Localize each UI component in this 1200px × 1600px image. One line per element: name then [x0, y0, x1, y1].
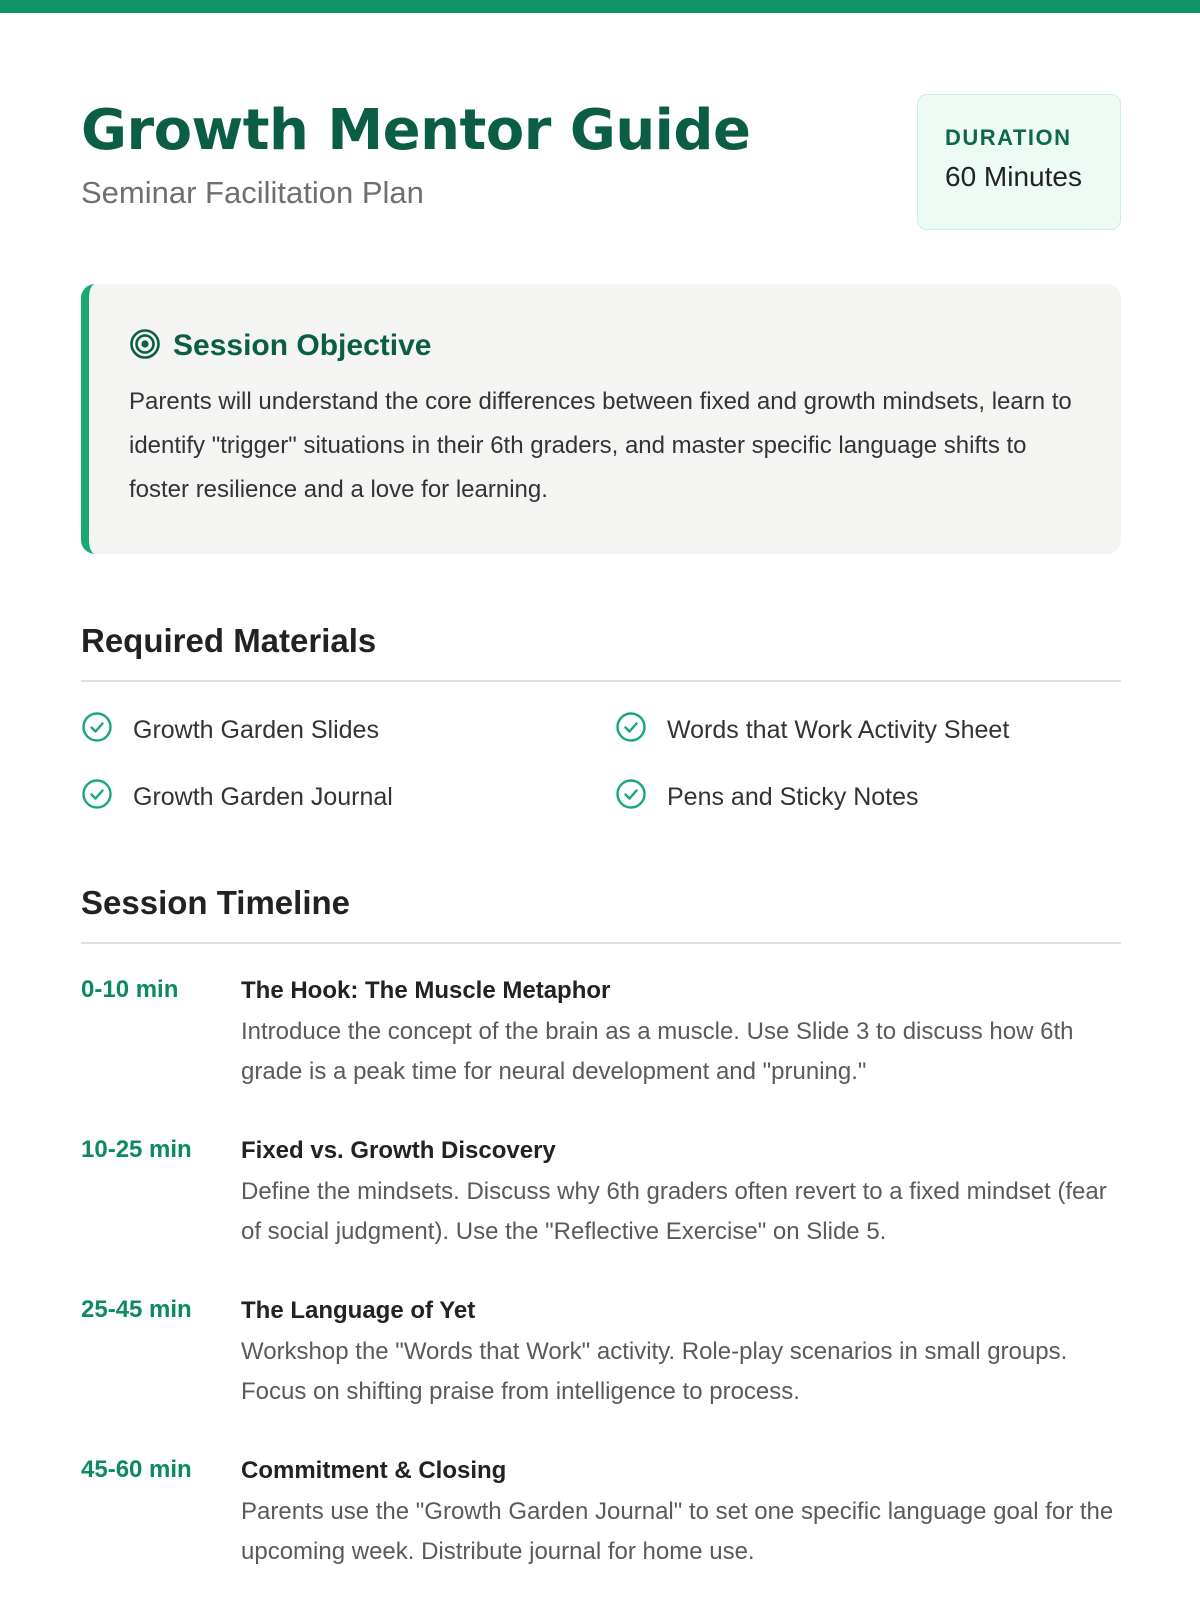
timeline-description: Workshop the "Words that Work" activity. Role-play scenarios in small groups. Focus on shifting praise from intelligence to process. [241, 1338, 1068, 1405]
timeline-description: Define the mindsets. Discuss why 6th graders often revert to a fixed mindset (fear of social judgment). Use the "Reflective Exercise" on Slide 5. [241, 1178, 1107, 1245]
timeline-title: The Language of Yet [241, 1297, 476, 1324]
material-label: Growth Garden Slides [133, 715, 379, 744]
materials-divider [81, 680, 1121, 682]
timeline-title: Fixed vs. Growth Discovery [241, 1137, 556, 1164]
timeline-body [241, 976, 1121, 1092]
check-circle-icon [615, 711, 647, 750]
page-title: Growth Mentor Guide [81, 98, 751, 163]
material-item [81, 779, 393, 815]
materials-heading: Required Materials [81, 622, 377, 659]
timeline-time: 10-25 min [81, 1136, 192, 1163]
material-item [615, 712, 1009, 748]
timeline-description: Introduce the concept of the brain as a muscle. Use Slide 3 to discuss how 6th grade is a peak time for neural development and "pruning." [241, 1018, 1074, 1085]
session-objective-card [81, 284, 1121, 554]
timeline-title: Commitment & Closing [241, 1457, 507, 1484]
timeline-time: 25-45 min [81, 1296, 192, 1323]
timeline-time: 0-10 min [81, 976, 179, 1003]
objective-text: Parents will understand the core differences between fixed and growth mindsets, learn to identify "trigger" situations in their 6th graders, and master specific language shifts to foster resilience and a love for learning. [129, 388, 1072, 503]
duration-card [917, 94, 1121, 230]
timeline-body [241, 1296, 1121, 1412]
document-page [81, 0, 1121, 1565]
timeline-heading: Session Timeline [81, 884, 350, 921]
timeline-title: The Hook: The Muscle Metaphor [241, 977, 611, 1004]
timeline-divider [81, 942, 1121, 944]
target-icon [129, 328, 161, 365]
timeline-description: Parents use the "Growth Garden Journal" to set one specific language goal for the upcoming week. Distribute journal for home use. [241, 1498, 1114, 1565]
material-item [81, 712, 379, 748]
page-header [81, 0, 1121, 280]
check-circle-icon [615, 778, 647, 817]
objective-title: Session Objective [173, 329, 432, 362]
objective-heading [129, 326, 1081, 366]
check-circle-icon [81, 778, 113, 817]
duration-value: 60 Minutes [945, 161, 1082, 192]
timeline-time: 45-60 min [81, 1456, 192, 1483]
page-subtitle: Seminar Facilitation Plan [81, 175, 424, 210]
timeline-body [241, 1136, 1121, 1252]
material-label: Words that Work Activity Sheet [667, 715, 1010, 744]
timeline-body [241, 1456, 1121, 1572]
check-circle-icon [81, 711, 113, 750]
material-label: Pens and Sticky Notes [667, 782, 919, 811]
duration-label: DURATION [945, 125, 1072, 150]
material-item [615, 779, 919, 815]
material-label: Growth Garden Journal [133, 782, 393, 811]
